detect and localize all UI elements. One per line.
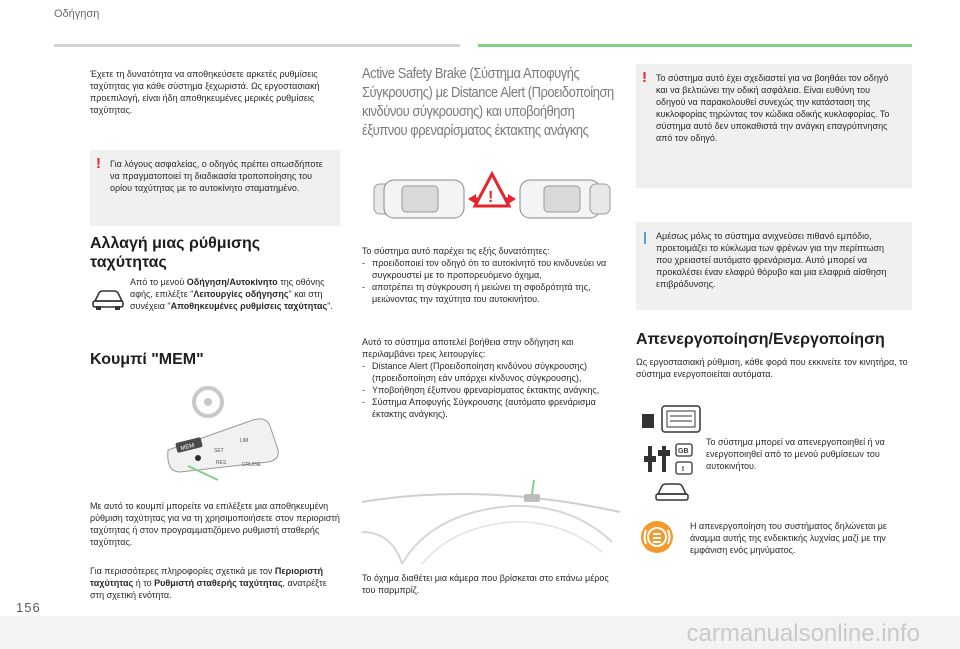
brake-info-box <box>636 222 912 310</box>
brake-info-text: Αμέσως μόλις το σύστημα ανιχνεύσει πιθανό εμπόδιο, προετοιμάζει το κύκλωμα των φρένων για την περίπτωση που χρειαστεί αυτόματο φρενάρισμα. Αυτό μπορεί να προκαλέσει έναν ελαφρύ θόρυβο και μια ελαφριά αίσθηση επιβράδυνσης. <box>656 231 887 289</box>
lamp-paragraph: Η απενεργοποίηση του συστήματος δηλώνεται με άναμμα αυτής της ενδεικτικής λυχνίας μαζί με την εμφάνιση ενός μηνύματος. <box>690 521 887 555</box>
speed-warning-box <box>90 150 340 226</box>
toggle-menu-paragraph: Το σύστημα μπορεί να απενεργοποιηθεί ή να ενεργοποιηθεί από το μενού ρυθμίσεων του αυτοκινήτου. <box>706 437 885 471</box>
brake-lamp-icon <box>640 520 674 554</box>
functions-lead: Αυτό το σύστημα αποτελεί βοήθεια στην οδήγηση και περιλαμβάνει τρεις λειτουργίες: <box>362 337 574 359</box>
intro-paragraph: Έχετε τη δυνατότητα να αποθηκεύσετε αρκετές ρυθμίσεις ταχύτητας για κάθε σύστημα ξεχωριστά. Ως εργοστασιακή προεπιλογή, είναι ήδη αποθηκευμένες μερικές ρυθμίσεις ταχύτητας. <box>90 69 320 115</box>
header-divider <box>54 44 460 47</box>
warning-icon: ! <box>642 69 647 86</box>
camera-paragraph: Το όχημα διαθέτει μια κάμερα που βρίσκεται στο επάνω μέρος του παρμπρίζ. <box>362 573 609 595</box>
stalk-mem-label: MEM <box>180 442 196 453</box>
info-icon <box>644 232 646 244</box>
info-i-label: I <box>682 466 684 473</box>
assist-warning-box <box>636 64 912 188</box>
change-speed-title: Αλλαγή μιας ρύθμισης ταχύτητας <box>90 235 261 271</box>
mem-paragraph: Με αυτό το κουμπί μπορείτε να επιλέξετε μια αποθηκευμένη ρύθμιση ταχύτητας για να τη χρησιμοποιήσετε στον περιοριστή ταχύτητας ή στον προγραμματιζόμενο ρυθμιστή σταθερής ταχύτητας. <box>90 501 340 547</box>
capability-item: - προειδοποιεί τον οδηγό ότι το αυτοκίνητό του κινδυνεύει να συγκρουστεί με το προπορευόμενο όχημα, <box>362 257 620 281</box>
capabilities-lead: Το σύστημα αυτό παρέχει τις εξής δυνατότητες: <box>362 246 550 256</box>
speed-limiter-ref: Περιοριστή ταχύτητας <box>90 566 323 588</box>
stalk-res-label: RES <box>216 460 227 466</box>
cruise-control-ref: Ρυθμιστή σταθερής ταχύτητας <box>154 578 283 588</box>
more-info-paragraph: Για περισσότερες πληροφορίες σχετικά με τον Περιοριστή ταχύτητας ή το Ρυθμιστή σταθερής ταχύτητας, ανατρέξτε στη σχετική ενότητα. <box>90 566 327 600</box>
change-speed-instructions: Από το μενού Οδήγηση/Αυτοκίνητο της οθόνης αφής, επιλέξτε "Λειτουργίες οδήγησης" και στη συνέχεια "Αποθηκευμένες ρυθμίσεις ταχύτητας". <box>130 277 333 311</box>
windshield-camera-illustration <box>362 472 620 564</box>
capabilities-block <box>362 245 620 305</box>
svg-text:!: ! <box>488 189 494 206</box>
mem-stalk-illustration <box>158 380 298 484</box>
toggle-title: Απενεργοποίηση/Ενεργοποίηση <box>636 331 885 348</box>
car-icon <box>90 287 126 311</box>
assist-warning-text: Το σύστημα αυτό έχει σχεδιαστεί για να βοηθάει τον οδηγό και να βελτιώνει την οδική ασφάλεια. Είναι ευθύνη του οδηγού να παρακολουθεί συνεχώς την κατάσταση της κυκλοφορίας τηρώντας τον κώδικα οδικής κυκλοφορίας. Το σύστημα αυτό δεν υποκαθιστά την ανάγκη επαγρύπνησης από τον οδηγό. <box>656 73 890 143</box>
functions-block <box>362 336 620 420</box>
collision-warning-illustration <box>372 170 612 228</box>
capability-item: - αποτρέπει τη σύγκρουση ή μειώνει τη σφοδρότητά της, μειώνοντας την ταχύτητα του αυτοκινήτου. <box>362 281 620 305</box>
menu-driving-functions: Λειτουργίες οδήγησης <box>193 289 289 299</box>
settings-icons-group <box>640 404 704 504</box>
stalk-lim-label: LIM <box>240 438 249 444</box>
mem-button-title: Κουμπί "MEM" <box>90 351 204 368</box>
header-accent-bar <box>478 44 912 47</box>
toggle-paragraph: Ως εργοστασιακή ρύθμιση, κάθε φορά που εκκινείτε τον κινητήρα, το σύστημα ενεργοποιείται αυτόματα. <box>636 357 908 379</box>
stalk-set-label: SET <box>214 448 224 454</box>
function-item: - Distance Alert (Προειδοποίηση κινδύνου σύγκρουσης) (προειδοποίηση εάν υπάρχει κίνδυνος σύγκρουσης), <box>362 360 620 384</box>
active-safety-brake-title: Active Safety Brake (Σύστημα Αποφυγής Σύγκρουσης) με Distance Alert (Προειδοποίηση κινδύνου σύγκρουσης) και υποβοήθηση έξυπνου φρεναρίσματος έκτακτης ανάγκης <box>362 65 614 139</box>
watermark-text: carmanualsonline.info <box>686 620 920 647</box>
language-gb-label: GB <box>678 448 689 455</box>
watermark-bar <box>0 616 960 649</box>
menu-saved-speeds: Αποθηκευμένες ρυθμίσεις ταχύτητας <box>170 301 328 311</box>
warning-icon: ! <box>96 155 101 172</box>
menu-driving-vehicle: Οδήγηση/Αυτοκίνητο <box>186 277 278 287</box>
function-item: - Σύστημα Αποφυγής Σύγκρουσης (αυτόματο φρενάρισμα έκτακτης ανάγκης). <box>362 396 620 420</box>
speed-warning-text: Για λόγους ασφαλείας, ο οδηγός πρέπει οπωσδήποτε να πραγματοποιεί τη διαδικασία τροποποίησης του ορίου ταχύτητας με το αυτοκίνητο σταματημένο. <box>110 159 323 193</box>
stalk-cruise-label: CRUISE <box>242 462 261 468</box>
function-item: - Υποβοήθηση έξυπνου φρεναρίσματος έκτακτης ανάγκης, <box>362 384 620 396</box>
section-title: Οδήγηση <box>54 8 100 20</box>
page-number: 156 <box>16 600 41 615</box>
